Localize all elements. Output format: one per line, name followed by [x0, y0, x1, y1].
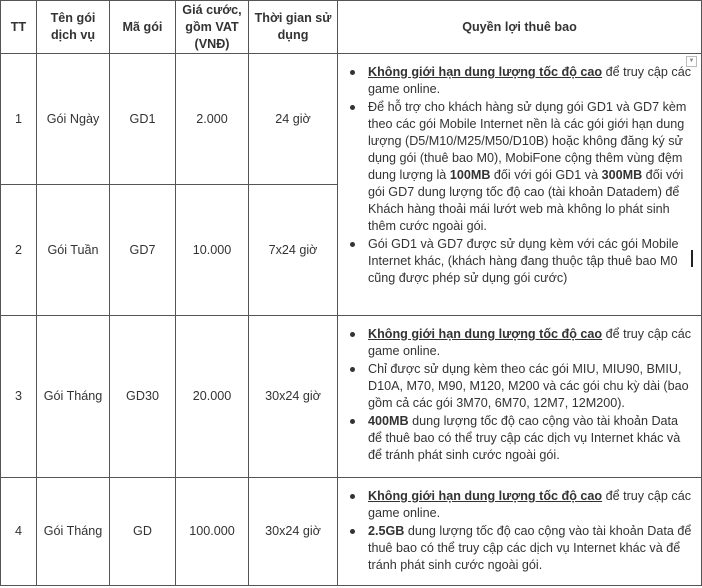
- text-caret: [691, 250, 693, 267]
- cell-code: GD30: [110, 316, 176, 478]
- cell-code: GD1: [110, 54, 176, 185]
- cell-time: 7x24 giờ: [249, 185, 338, 316]
- list-item: Không giới hạn dung lượng tốc độ cao để truy cập các game online.: [368, 65, 692, 96]
- list-item: Không giới hạn dung lượng tốc độ cao để truy cập các game online.: [368, 489, 692, 520]
- list-item: Gói GD1 và GD7 được sử dụng kèm với các gói Mobile Internet khác, (khách hàng đang thuộc tập thuê bao M0 cũng được phép sử dụng gói cước): [368, 236, 693, 287]
- benefits-list: [346, 64, 693, 287]
- cell-price: 2.000: [176, 54, 249, 185]
- cell-name: Gói Tháng: [37, 478, 110, 586]
- list-item: Chỉ được sử dụng kèm theo các gói MIU, MIU90, BMIU, D10A, M70, M90, M120, M200 và các gói chu kỳ dài (bao gồm cả các gói 3M70, 6M70, 12M7, 12M200).: [368, 361, 693, 412]
- cell-price: 10.000: [176, 185, 249, 316]
- list-item: Không giới hạn dung lượng tốc độ cao để truy cập các game online.: [368, 327, 692, 358]
- list-item: Để hỗ trợ cho khách hàng sử dụng gói GD1 và GD7 kèm theo các gói Mobile Internet nền là các gói giới hạn dung lượng (D5/M10/M25/M50/D10B) hoặc không đăng ký sử dụng gói (thuê bao M0), MobiFone cộng thêm vùng đệm dung lượng là 100MB đối với gói GD1 và 300MB đối với gói GD7 dung lượng tốc độ cao (tài khoản Datadem) để Khách hàng thoải mái lướt web mà không lo phát sinh thêm cước ngoài gói.: [368, 99, 693, 235]
- header-price: Giá cước, gồm VAT (VNĐ): [176, 1, 249, 54]
- cell-tt: 1: [1, 54, 37, 185]
- header-benefits: Quyền lợi thuê bao: [338, 1, 702, 54]
- chevron-down-icon[interactable]: ▼: [686, 56, 697, 67]
- header-row: [1, 1, 702, 54]
- header-name: Tên gói dịch vụ: [37, 1, 110, 54]
- cell-name: Gói Ngày: [37, 54, 110, 185]
- benefits-cell-monthly-gd: [338, 478, 702, 586]
- cell-name: Gói Tuần: [37, 185, 110, 316]
- cell-time: 30x24 giờ: [249, 316, 338, 478]
- cell-tt: 4: [1, 478, 37, 586]
- benefits-list: [346, 326, 693, 464]
- cell-tt: 2: [1, 185, 37, 316]
- cell-time: 30x24 giờ: [249, 478, 338, 586]
- benefits-cell-daily-weekly: [338, 54, 702, 316]
- cell-code: GD: [110, 478, 176, 586]
- header-time: Thời gian sử dụng: [249, 1, 338, 54]
- list-item: 2.5GB dung lượng tốc độ cao cộng vào tài khoản Data để thuê bao có thể truy cập các dịch vụ Internet khác và để tránh phát sinh cước ngoài gói.: [368, 524, 692, 572]
- cell-code: GD7: [110, 185, 176, 316]
- benefits-list: [346, 488, 693, 574]
- table-row: [1, 316, 702, 478]
- cell-tt: 3: [1, 316, 37, 478]
- header-tt: TT: [1, 1, 37, 54]
- cell-price: 100.000: [176, 478, 249, 586]
- table-row: [1, 478, 702, 586]
- list-item: 400MB dung lượng tốc độ cao cộng vào tài khoản Data để thuê bao có thể truy cập các dịch vụ Internet khác và để tránh phát sinh cước ngoài gói.: [368, 413, 693, 464]
- cell-price: 20.000: [176, 316, 249, 478]
- table-row: [1, 54, 702, 185]
- cell-name: Gói Tháng: [37, 316, 110, 478]
- cell-time: 24 giờ: [249, 54, 338, 185]
- header-code: Mã gói: [110, 1, 176, 54]
- benefits-cell-monthly: [338, 316, 702, 478]
